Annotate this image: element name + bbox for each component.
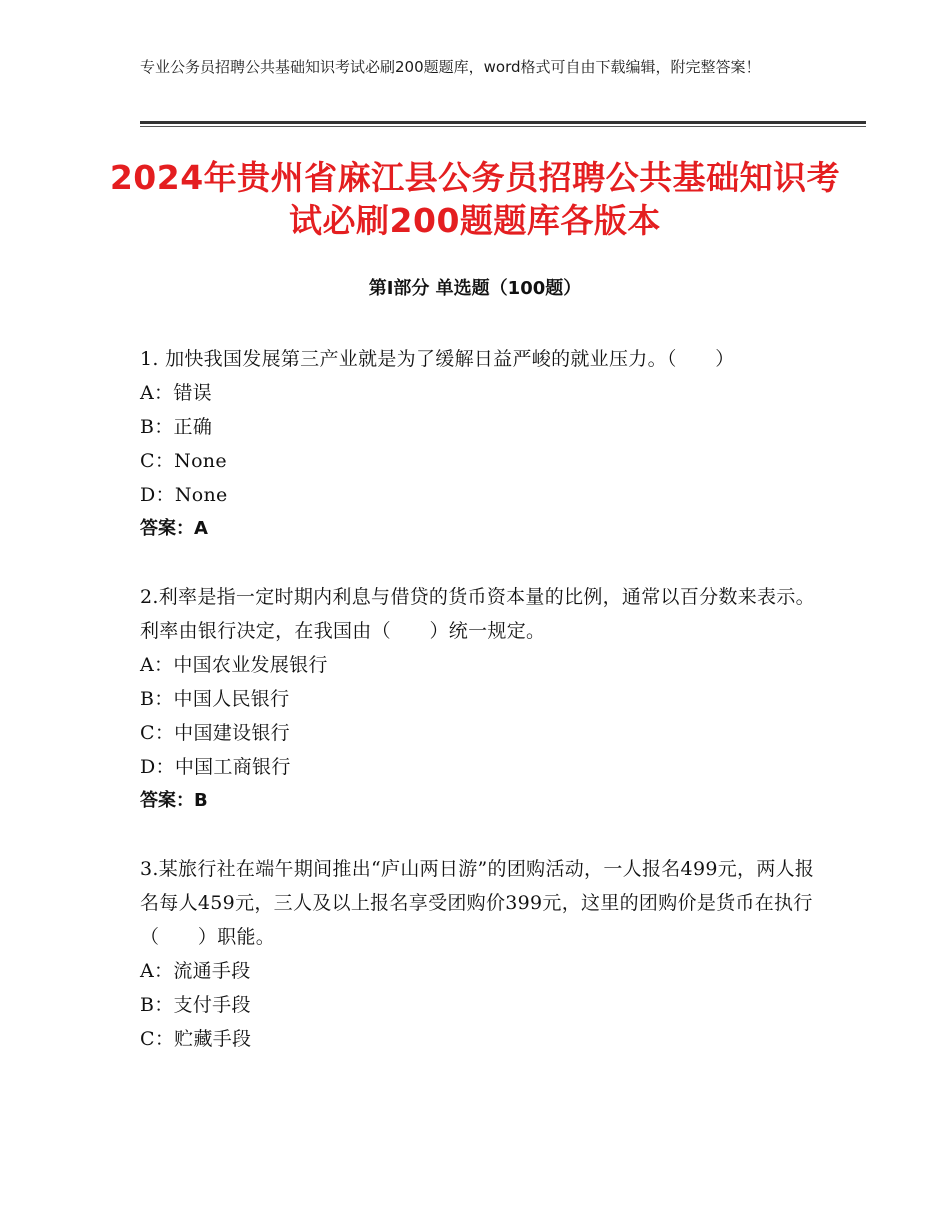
question-option-c: C：None xyxy=(140,450,227,472)
question-stem: 3.某旅行社在端午期间推出“庐山两日游”的团购活动，一人报名499元，两人报名每人459元，三人及以上报名享受团购价399元，这里的团购价是货币在执行（ ）职能。 xyxy=(140,858,815,948)
question-option-c: C：贮藏手段 xyxy=(140,1028,252,1050)
question-stem: 2.利率是指一定时期内利息与借贷的货币资本量的比例，通常以百分数来表示。利率由银行决定，在我国由（ ）统一规定。 xyxy=(140,586,815,642)
document-title: 2024年贵州省麻江县公务员招聘公共基础知识考试必刷200题题库各版本 xyxy=(109,158,841,240)
question-item xyxy=(140,580,820,818)
section-title: 第Ⅰ部分 单选题（100题） xyxy=(368,278,582,299)
question-option-a: A：中国农业发展银行 xyxy=(140,654,328,676)
question-answer: 答案：B xyxy=(140,790,208,811)
question-option-a: A：流通手段 xyxy=(140,960,251,982)
question-spacer xyxy=(140,818,820,852)
header-note: 专业公务员招聘公共基础知识考试必刷200题题库，word格式可自由下载编辑，附完整答案！ xyxy=(140,58,761,76)
question-option-b: B：支付手段 xyxy=(140,994,251,1016)
question-option-b: B：正确 xyxy=(140,416,213,438)
question-list xyxy=(140,342,820,1056)
question-option-c: C：中国建设银行 xyxy=(140,722,290,744)
question-stem: 1. 加快我国发展第三产业就是为了缓解日益严峻的就业压力。（ ） xyxy=(140,348,735,370)
question-item xyxy=(140,852,820,1056)
question-spacer xyxy=(140,546,820,580)
question-option-a: A：错误 xyxy=(140,382,212,404)
header-divider-thin xyxy=(140,126,866,127)
question-option-d: D：中国工商银行 xyxy=(140,756,291,778)
question-option-b: B：中国人民银行 xyxy=(140,688,290,710)
header-divider-thick xyxy=(140,121,866,124)
question-answer: 答案：A xyxy=(140,518,208,539)
question-option-d: D：None xyxy=(140,484,228,506)
question-item xyxy=(140,342,820,546)
